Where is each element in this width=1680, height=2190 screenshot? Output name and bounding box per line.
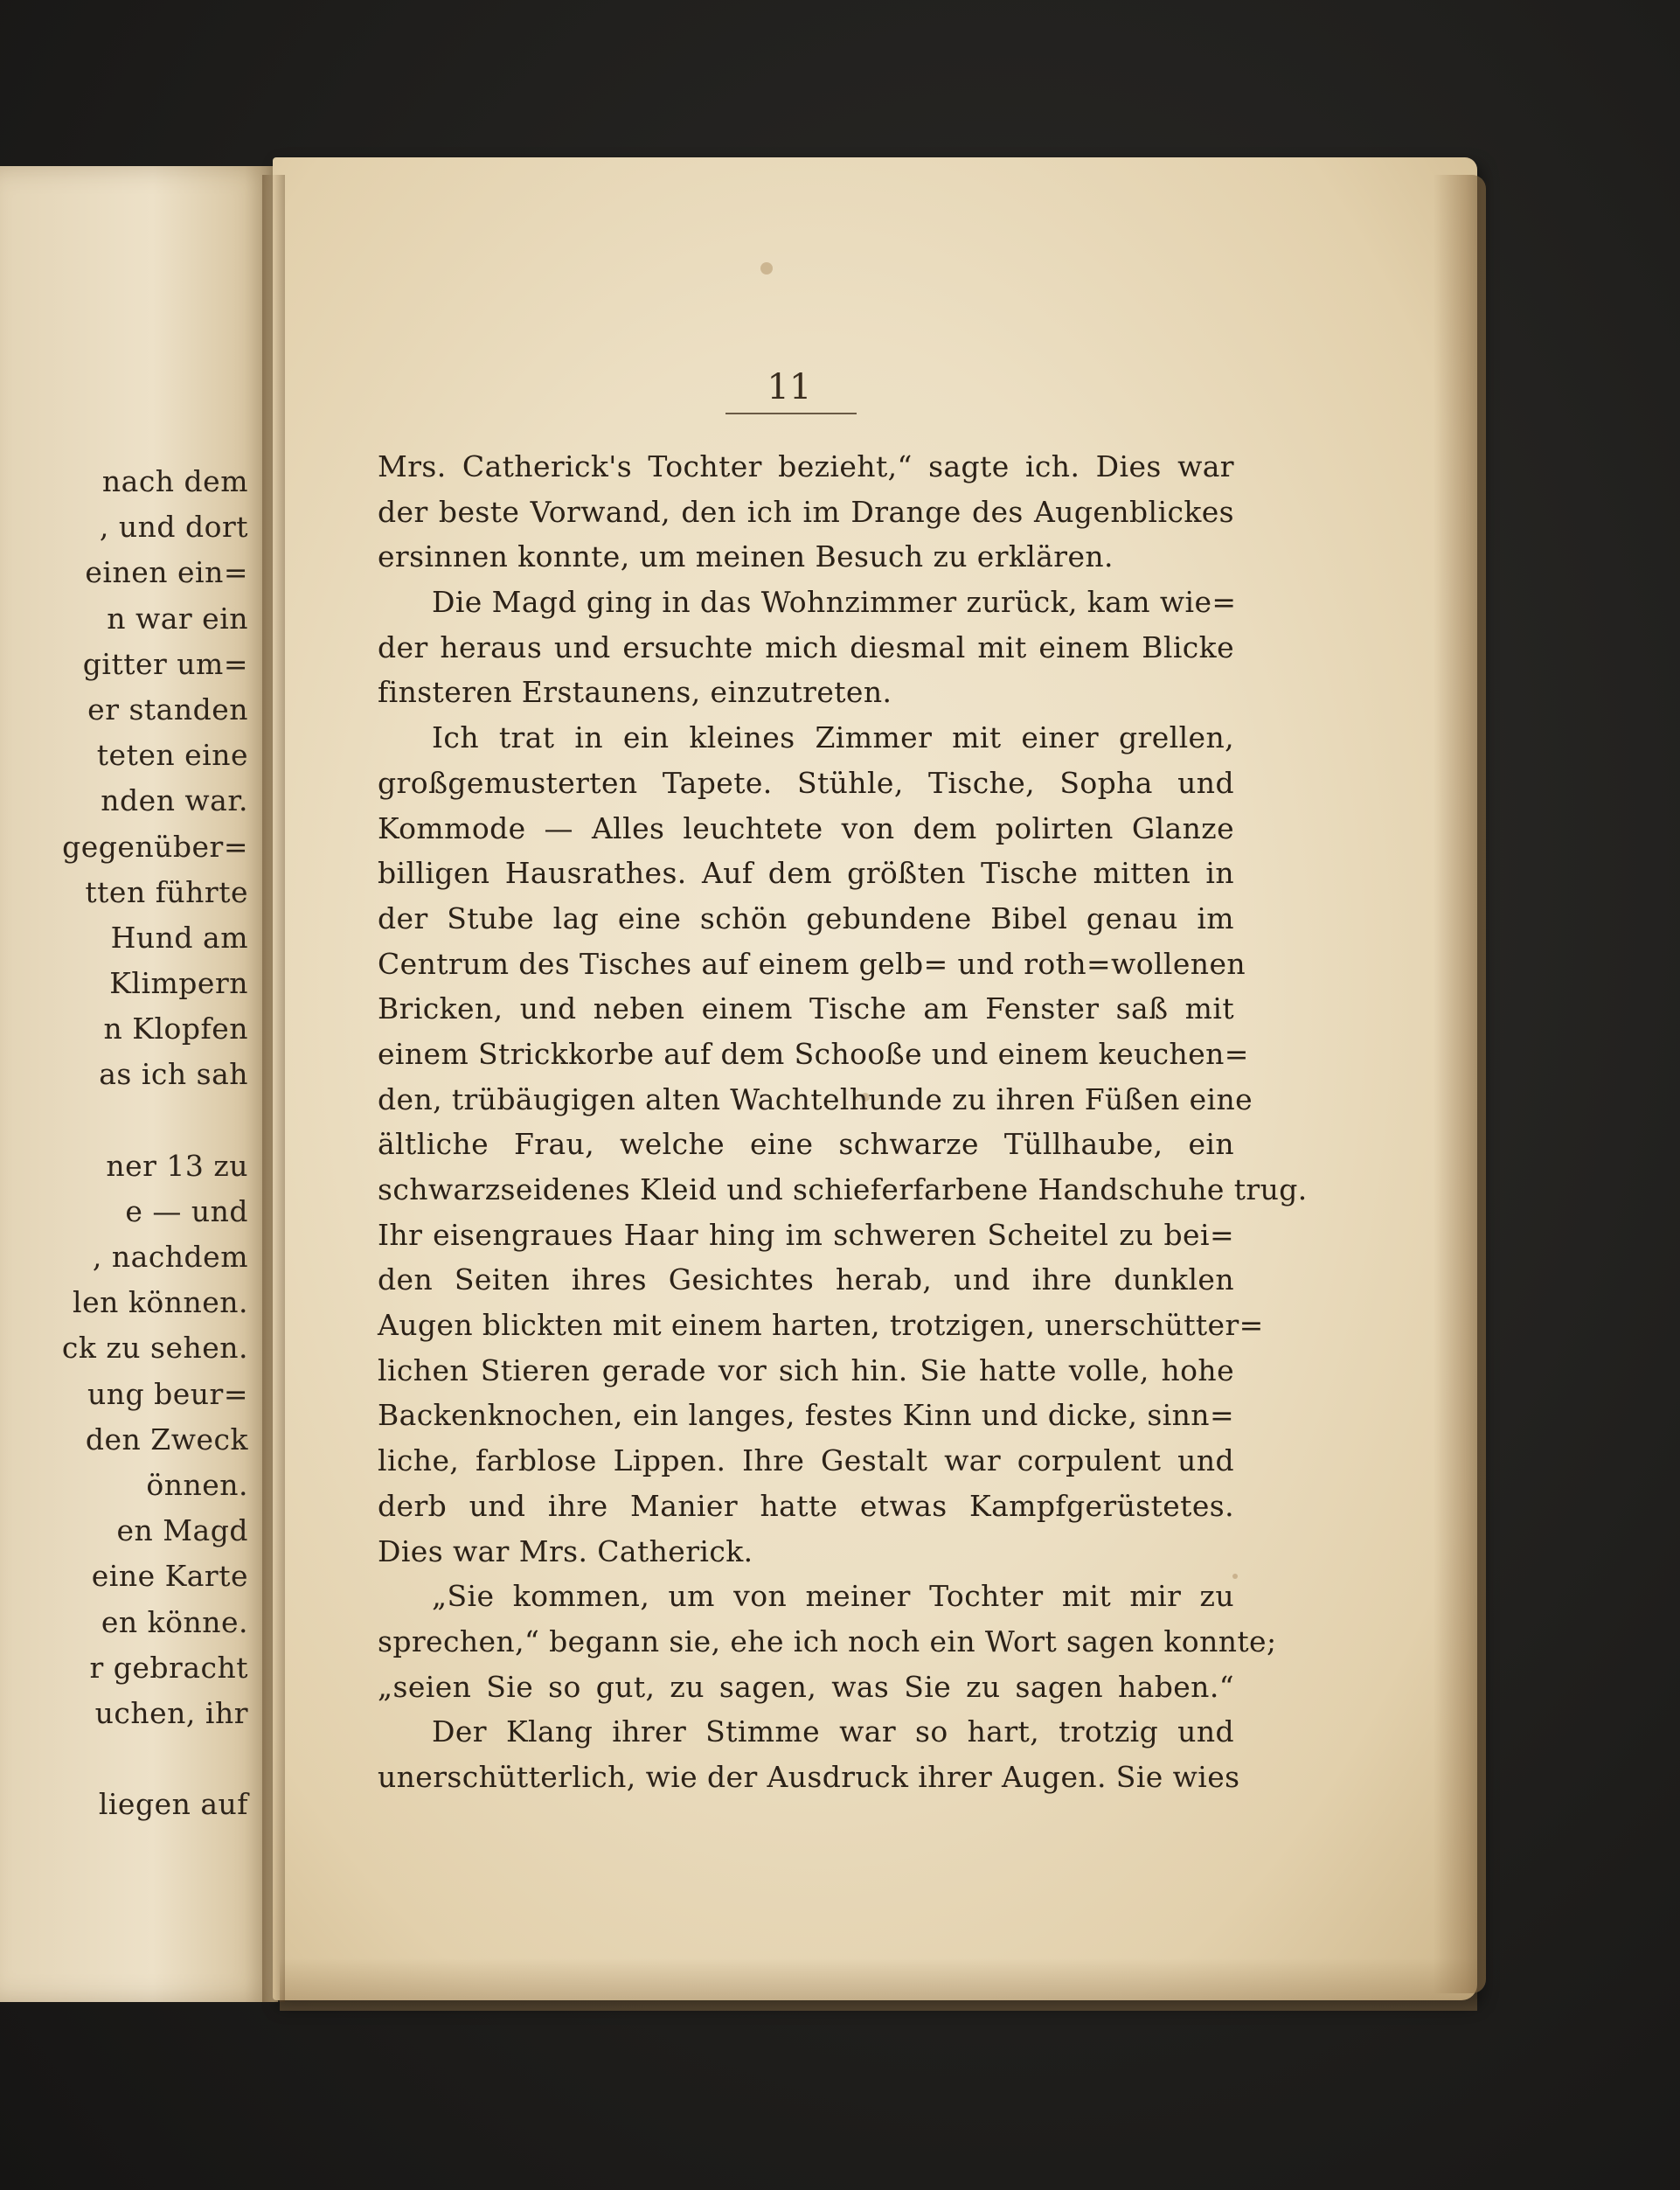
left-line: nden war. (101, 783, 248, 818)
text-line: „seien Sie so gut, zu sagen, was Sie zu sagen haben.“ (378, 1669, 1234, 1704)
text-line: der beste Vorwand, den ich im Drange des Augenblickes (378, 494, 1234, 529)
left-page (0, 166, 278, 2002)
left-line: en Magd (116, 1513, 248, 1548)
text-line: einem Strickkorbe auf dem Schooße und einem keuchen= (378, 1036, 1249, 1071)
left-line: n Klopfen (103, 1012, 248, 1046)
text-line: der heraus und ersuchte mich diesmal mit einem Blicke (378, 629, 1234, 664)
page-edge (1434, 175, 1486, 1993)
text-line: Ich trat in ein kleines Zimmer mit einer grellen, (432, 720, 1234, 755)
left-line: önnen. (146, 1467, 248, 1502)
text-line: liche, farblose Lippen. Ihre Gestalt war corpulent und (378, 1443, 1234, 1478)
text-line: der Stube lag eine schön gebundene Bibel genau im (378, 900, 1234, 935)
left-line: e — und (125, 1193, 248, 1228)
left-line: r gebracht (89, 1650, 248, 1685)
body-text (378, 444, 1308, 1800)
left-line: n war ein (107, 601, 248, 636)
left-line: ung beur= (87, 1376, 248, 1411)
left-line: ner 13 zu (106, 1148, 248, 1183)
left-page-text (0, 459, 248, 1827)
paper-stain (760, 262, 773, 275)
left-line: as ich sah (99, 1057, 248, 1092)
text-line: ältliche Frau, welche eine schwarze Tüllhaube, ein (378, 1127, 1234, 1162)
text-line: „Sie kommen, um von meiner Tochter mit mir zu (432, 1579, 1234, 1614)
text-line: Dies war Mrs. Catherick. (378, 1533, 753, 1568)
left-line: gitter um= (82, 646, 248, 681)
text-line: Mrs. Catherick's Tochter bezieht,“ sagte ich. Dies war (378, 449, 1234, 483)
text-line: den Seiten ihres Gesichtes herab, und ihre dunklen (378, 1262, 1234, 1297)
left-line: , nachdem (92, 1240, 248, 1274)
left-line: teten eine (96, 738, 248, 773)
text-line: unerschütterlich, wie der Ausdruck ihrer Augen. Sie wies (378, 1759, 1240, 1794)
text-line: Centrum des Tisches auf einem gelb= und roth=wollenen (378, 946, 1246, 981)
left-line: liegen auf (98, 1787, 248, 1822)
left-line: Hund am (110, 920, 248, 955)
left-line: er standen (87, 692, 248, 727)
text-line: den, trübäugigen alten Wachtelhunde zu ihren Füßen eine (378, 1081, 1253, 1116)
left-line: ck zu sehen. (61, 1331, 248, 1366)
left-line: den Zweck (85, 1422, 248, 1457)
left-line: len können. (73, 1285, 248, 1320)
left-line: en könne. (101, 1604, 248, 1639)
book-gutter (262, 175, 285, 2002)
text-line: schwarzseidenes Kleid und schieferfarbene Handschuhe trug. (378, 1172, 1308, 1206)
text-line: lichen Stieren gerade vor sich hin. Sie hatte volle, hohe (378, 1352, 1234, 1387)
text-line: finsteren Erstaunens, einzutreten. (378, 675, 892, 710)
page-number: 11 (767, 367, 812, 407)
text-line: Backenknochen, ein langes, festes Kinn und dicke, sinn= (378, 1398, 1234, 1433)
text-line: ersinnen konnte, um meinen Besuch zu erklären. (378, 539, 1114, 574)
text-line: Die Magd ging in das Wohnzimmer zurück, kam wie= (432, 585, 1237, 620)
left-line: tten führte (85, 874, 248, 909)
text-line: Ihr eisengraues Haar hing im schweren Scheitel zu bei= (378, 1217, 1234, 1252)
text-line: derb und ihre Manier hatte etwas Kampfgerüstetes. (378, 1488, 1234, 1523)
left-line: uchen, ihr (94, 1695, 248, 1730)
page-number-rule (725, 413, 857, 414)
left-line: , und dort (99, 510, 248, 545)
left-line: nach dem (101, 464, 248, 498)
left-line-gap (0, 1098, 248, 1144)
text-line: sprechen,“ begann sie, ehe ich noch ein Wort sagen konnte; (378, 1623, 1277, 1658)
left-line: Klimpern (109, 966, 248, 1001)
left-line: einen ein= (85, 555, 248, 590)
text-line: Kommode — Alles leuchtete von dem polirten Glanze (378, 810, 1234, 845)
page-bottom-edge (280, 1958, 1477, 2011)
left-line: gegenüber= (62, 829, 248, 864)
text-line: Der Klang ihrer Stimme war so hart, trotzig und (432, 1714, 1234, 1749)
left-line-gap (0, 1736, 248, 1782)
text-line: großgemusterten Tapete. Stühle, Tische, Sopha und (378, 765, 1234, 800)
text-line: Augen blickten mit einem harten, trotzigen, unerschütter= (378, 1308, 1264, 1343)
left-line: eine Karte (91, 1559, 248, 1594)
text-line: Bricken, und neben einem Tische am Fenster saß mit (378, 991, 1234, 1026)
text-line: billigen Hausrathes. Auf dem größten Tische mitten in (378, 856, 1234, 891)
